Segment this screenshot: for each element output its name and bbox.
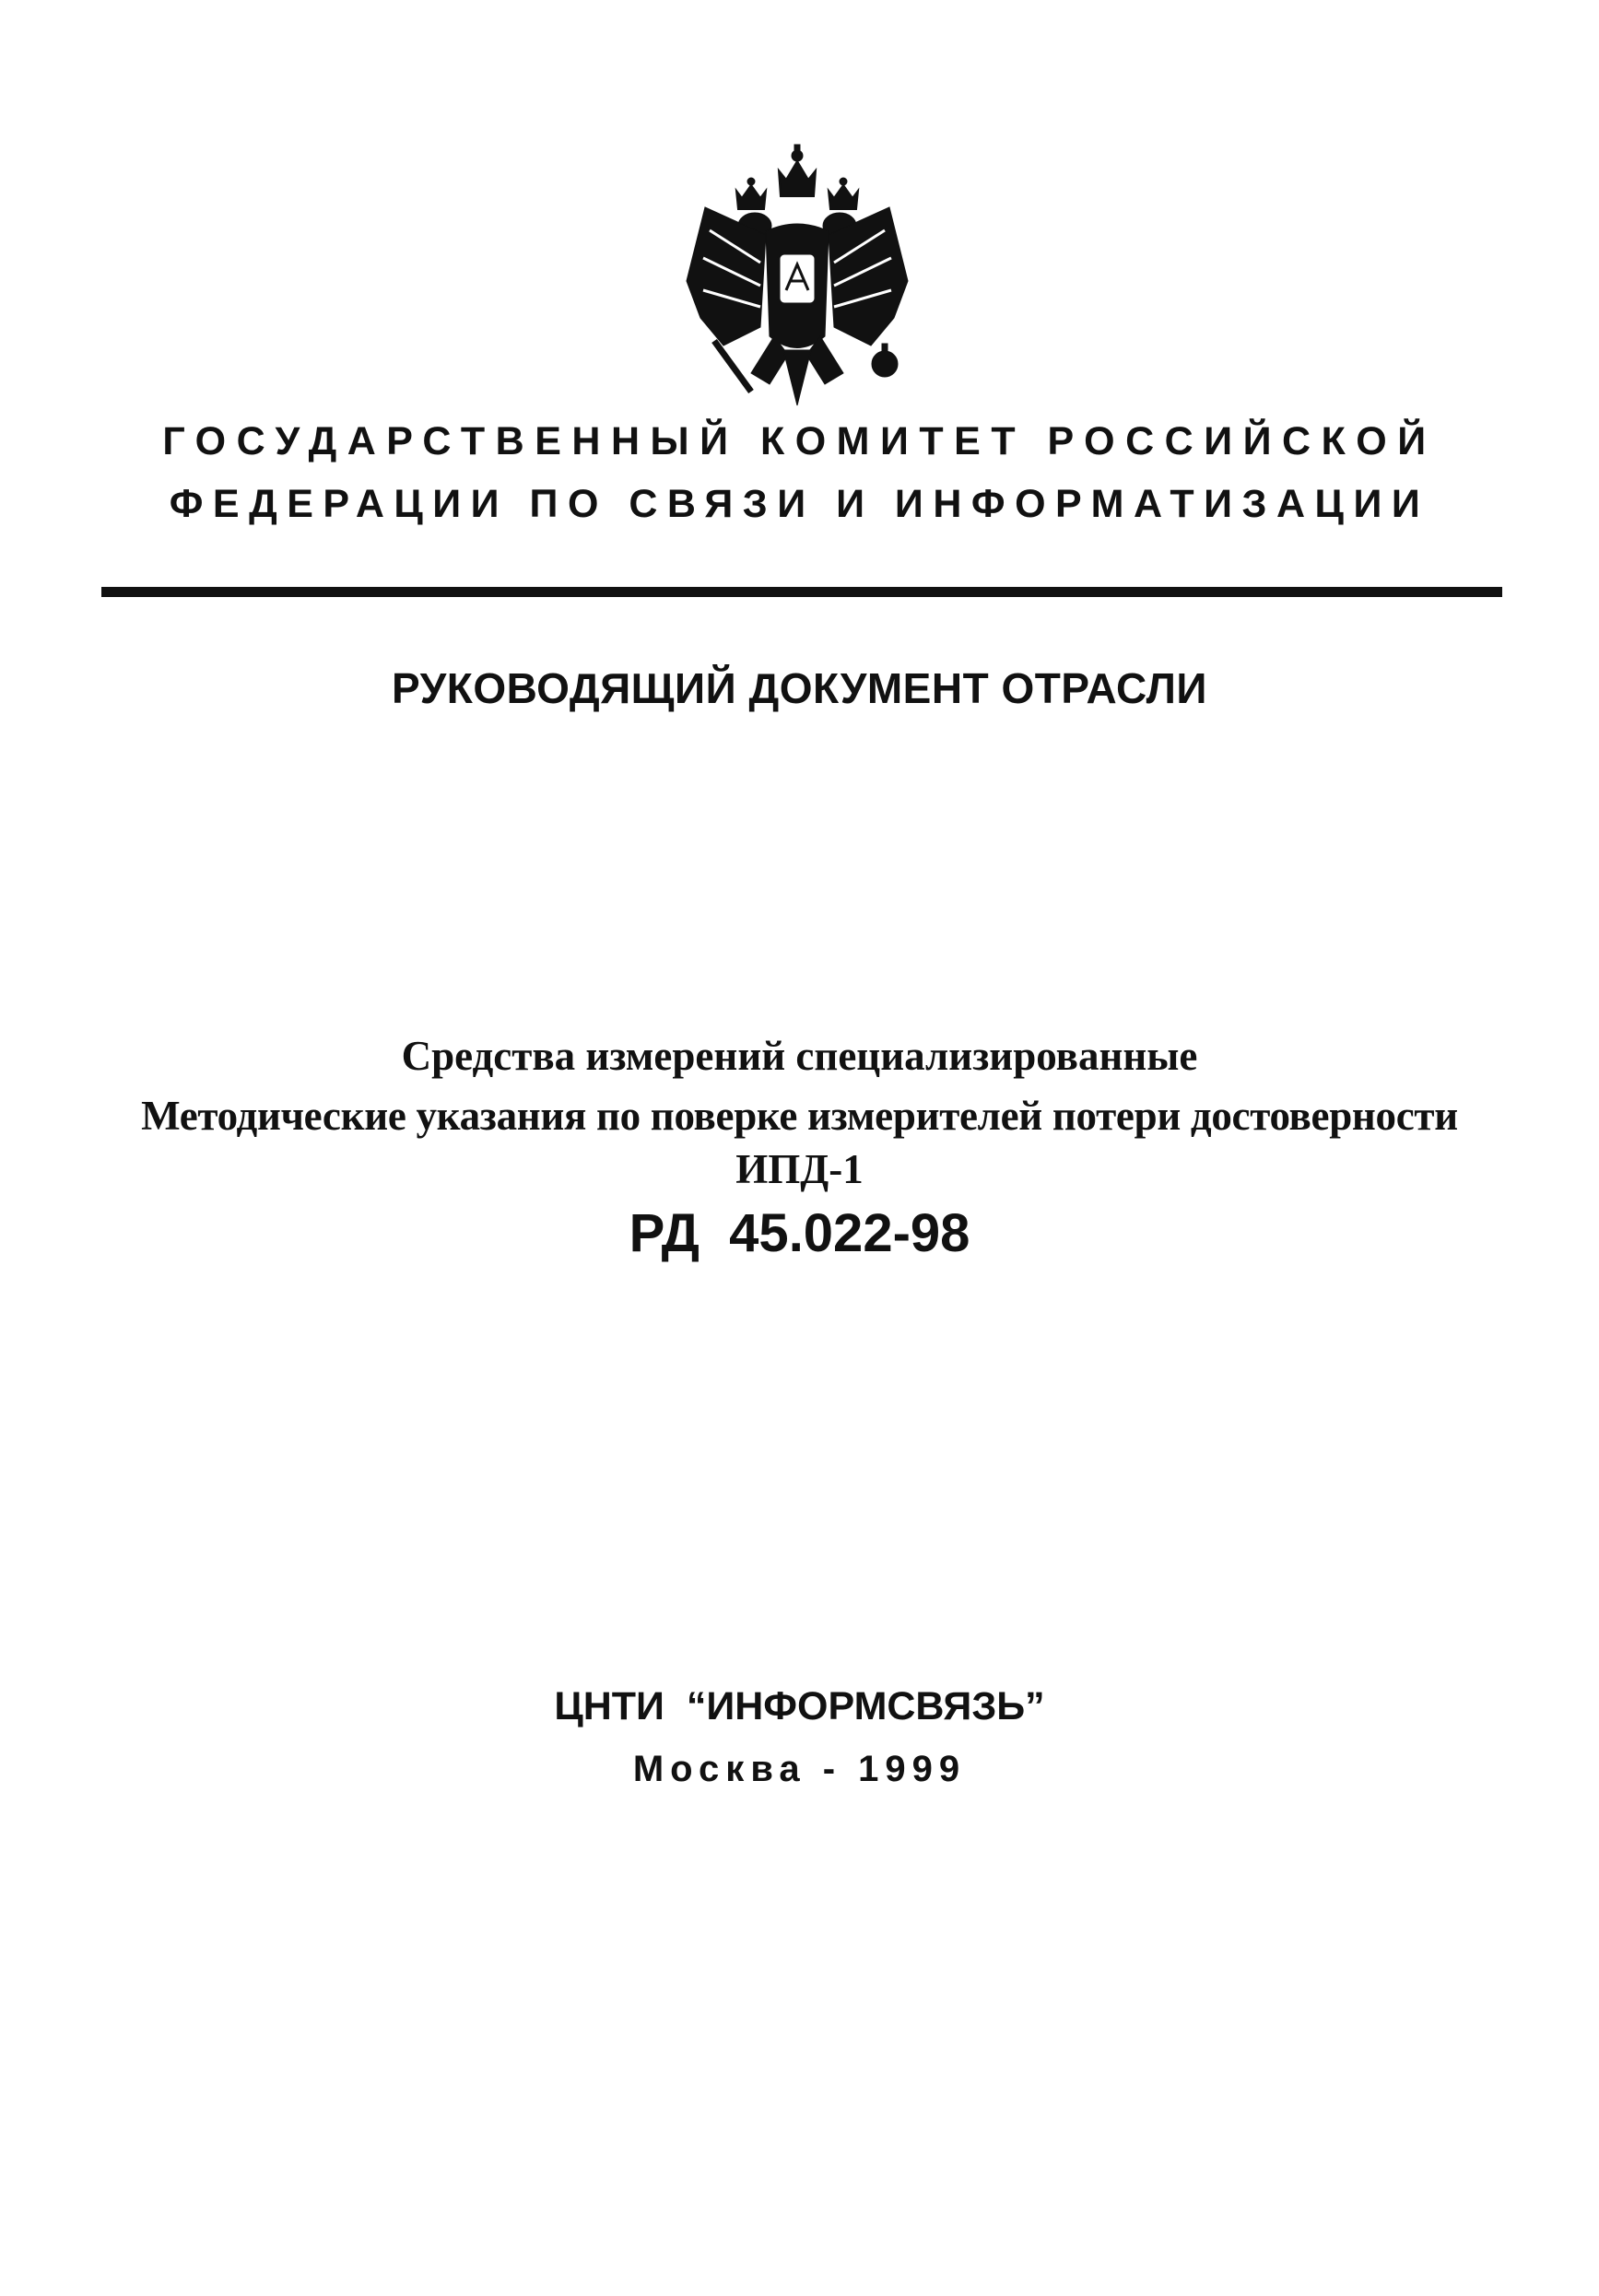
russian-coat-of-arms-icon <box>677 143 917 419</box>
document-title-line-3: ИПД-1 <box>735 1146 864 1192</box>
document-number: РД 45.022-98 <box>629 1203 970 1263</box>
document-title-line-1: Средства измерений специализированные <box>401 1033 1198 1079</box>
committee-name-line-1: ГОСУДАРСТВЕННЫЙ КОМИТЕТ РОССИЙСКОЙ <box>162 419 1437 463</box>
document-type: РУКОВОДЯЩИЙ ДОКУМЕНТ ОТРАСЛИ <box>392 664 1207 712</box>
publisher-name: ЦНТИ “ИНФОРМСВЯЗЬ” <box>554 1684 1045 1728</box>
publication-city-year: Москва - 1999 <box>632 1749 967 1789</box>
document-title-line-2: Методические указания по поверке измерителей потери достоверности <box>141 1093 1458 1139</box>
header-divider <box>101 587 1502 597</box>
committee-name-line-2: ФЕДЕРАЦИИ ПО СВЯЗИ И ИНФОРМАТИЗАЦИИ <box>169 482 1430 526</box>
